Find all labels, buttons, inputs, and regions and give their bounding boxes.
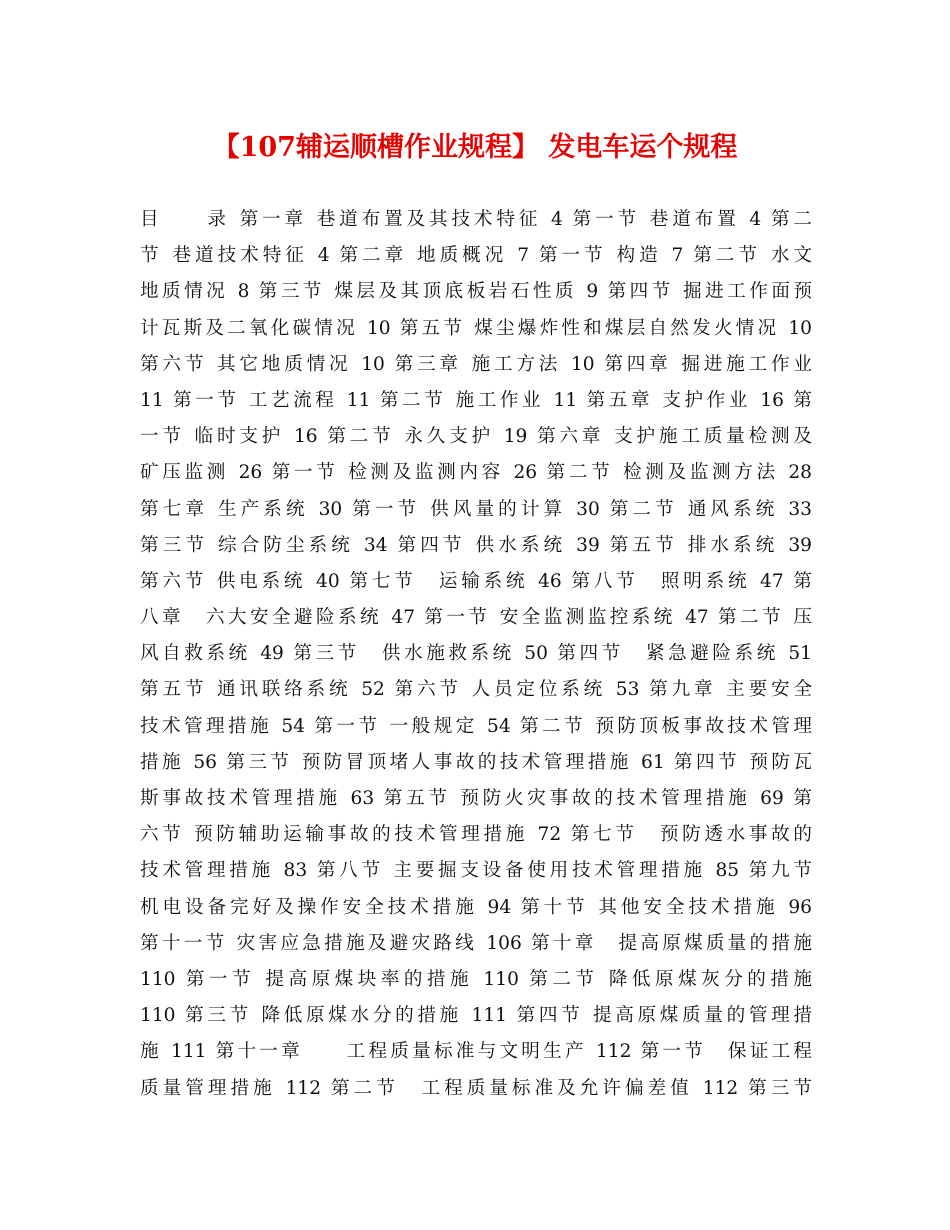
toc-line: 计瓦斯及二氧化碳情况 10 第五节 煤尘爆炸性和煤层自然发火情况 10: [140, 317, 812, 339]
document-title: 【107辅运顺槽作业规程】 发电车运个规程: [212, 132, 738, 163]
toc-line: 技术管理措施 83 第八节 主要掘支设备使用技术管理措施 85 第九节: [140, 860, 812, 882]
toc-line: 第六节 其它地质情况 10 第三章 施工方法 10 第四章 掘进施工作业: [140, 353, 812, 375]
toc-line: 11 第一节 工艺流程 11 第二节 施工作业 11 第五章 支护作业 16 第: [140, 389, 812, 411]
toc-line: 110 第三节 降低原煤水分的措施 111 第四节 提高原煤质量的管理措: [140, 1005, 812, 1027]
toc-line: 第三节 综合防尘系统 34 第四节 供水系统 39 第五节 排水系统 39: [140, 534, 812, 556]
toc-line: 节 巷道技术特征 4 第二章 地质概况 7 第一节 构造 7 第二节 水文: [140, 245, 812, 267]
toc-line: 八章 六大安全避险系统 47 第一节 安全监测监控系统 47 第二节 压: [140, 607, 812, 629]
toc-line: 第五节 通讯联络系统 52 第六节 人员定位系统 53 第九章 主要安全: [140, 679, 812, 701]
toc-line: 质量管理措施 112 第二节 工程质量标准及允许偏差值 112 第三节: [140, 1077, 812, 1099]
toc-line: 技术管理措施 54 第一节 一般规定 54 第二节 预防顶板事故技术管理: [140, 715, 812, 737]
toc-line: 地质情况 8 第三节 煤层及其顶底板岩石性质 9 第四节 掘进工作面预: [140, 281, 812, 303]
toc-line: 措施 56 第三节 预防冒顶堵人事故的技术管理措施 61 第四节 预防瓦: [140, 751, 812, 773]
toc-line: 第六节 供电系统 40 第七节 运输系统 46 第八节 照明系统 47 第: [140, 570, 812, 592]
table-of-contents: [140, 202, 812, 1107]
toc-line: 第七章 生产系统 30 第一节 供风量的计算 30 第二节 通风系统 33: [140, 498, 812, 520]
toc-line: 施 111 第十一章 工程质量标准与文明生产 112 第一节 保证工程: [140, 1041, 812, 1063]
toc-line: 机电设备完好及操作安全技术措施 94 第十节 其他安全技术措施 96: [140, 896, 812, 918]
toc-line: 目 录 第一章 巷道布置及其技术特征 4 第一节 巷道布置 4 第二: [140, 209, 812, 230]
toc-line: 矿压监测 26 第一节 检测及监测内容 26 第二节 检测及监测方法 28: [140, 462, 812, 484]
toc-line: 第十一节 灾害应急措施及避灾路线 106 第十章 提高原煤质量的措施: [140, 932, 812, 954]
toc-line: 六节 预防辅助运输事故的技术管理措施 72 第七节 预防透水事故的: [140, 824, 812, 846]
toc-line: 斯事故技术管理措施 63 第五节 预防火灾事故的技术管理措施 69 第: [140, 788, 812, 809]
toc-line: 风自救系统 49 第三节 供水施救系统 50 第四节 紧急避险系统 51: [140, 643, 812, 665]
toc-line: 一节 临时支护 16 第二节 永久支护 19 第六章 支护施工质量检测及: [140, 426, 812, 448]
toc-line: 110 第一节 提高原煤块率的措施 110 第二节 降低原煤灰分的措施: [140, 968, 812, 990]
